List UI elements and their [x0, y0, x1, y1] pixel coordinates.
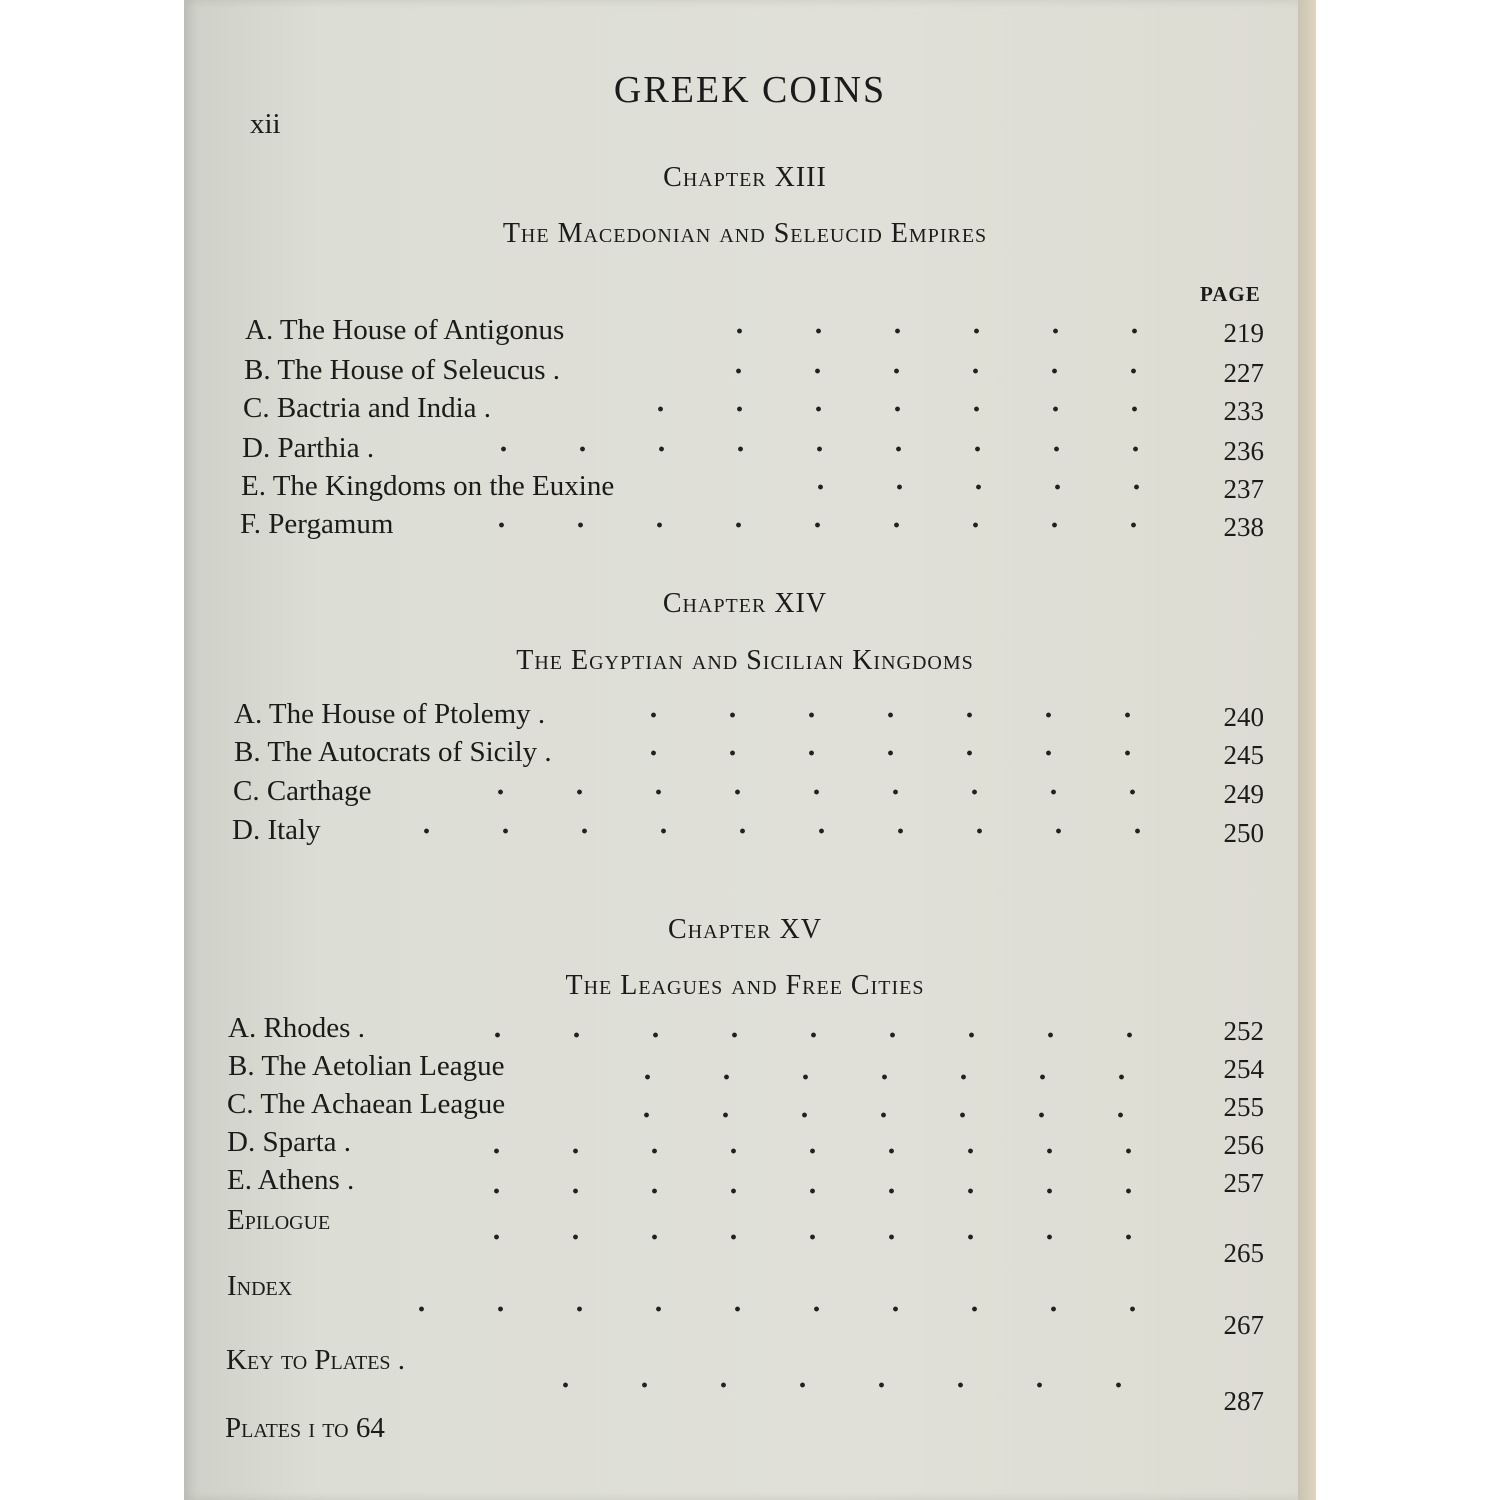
toc-entry-epilogue[interactable]: [227, 1204, 1264, 1268]
dot-leader: [461, 787, 1184, 797]
chapter-xv-subtitle: The Leagues and Free Cities: [565, 970, 925, 1001]
toc-entry-label: A. Rhodes .: [228, 1012, 365, 1044]
toc-entry-key-to-plates[interactable]: [226, 1344, 1264, 1416]
dot-leader: [614, 748, 1184, 758]
dot-leader: [614, 710, 1184, 720]
toc-entry[interactable]: [243, 392, 1264, 430]
toc-entry-label: Key to Plates .: [226, 1344, 406, 1376]
toc-entry[interactable]: [233, 775, 1264, 813]
toc-entry[interactable]: [234, 698, 1264, 736]
toc-entry[interactable]: [240, 508, 1264, 546]
toc-entry-page: 249: [1223, 779, 1264, 809]
toc-entry-page: 252: [1223, 1016, 1264, 1046]
toc-entry-page: 219: [1223, 318, 1264, 348]
chapter-xiv-subtitle: The Egyptian and Sicilian Kingdoms: [516, 645, 974, 676]
toc-entry-page: 238: [1223, 512, 1264, 542]
toc-entry[interactable]: [244, 354, 1264, 392]
dot-leader: [458, 1030, 1184, 1040]
dot-leader: [699, 366, 1184, 376]
toc-entry-plates[interactable]: [225, 1412, 1264, 1450]
dot-leader: [382, 1304, 1184, 1314]
toc-entry[interactable]: [227, 1126, 1264, 1164]
toc-entry-page: 287: [1223, 1386, 1264, 1416]
toc-entry-page: 265: [1223, 1238, 1264, 1268]
toc-entry-page: 233: [1223, 396, 1264, 426]
toc-entry-page: 250: [1223, 818, 1264, 848]
toc-entry-label: C. Bactria and India .: [243, 392, 492, 424]
toc-entry-label: F. Pergamum: [240, 508, 394, 540]
toc-entry-page: 240: [1223, 702, 1264, 732]
dot-leader: [457, 1186, 1184, 1196]
dot-leader: [607, 1110, 1184, 1120]
toc-entry-page: 255: [1223, 1092, 1264, 1122]
toc-entry-index[interactable]: [227, 1270, 1264, 1340]
toc-entry-label: B. The Aetolian League: [228, 1050, 505, 1082]
dot-leader: [621, 404, 1184, 414]
chapter-xiii-heading: Chapter XIII: [663, 162, 827, 193]
left-margin: [0, 0, 184, 1500]
dot-leader: [462, 520, 1184, 530]
toc-entry-page: 237: [1223, 474, 1264, 504]
chapter-xiv-heading: Chapter XIV: [662, 588, 828, 619]
toc-entry-label: D. Parthia .: [242, 432, 375, 464]
toc-entry[interactable]: [245, 314, 1264, 352]
toc-entry-label: B. The House of Seleucus .: [244, 354, 560, 386]
chapter-xv-heading: Chapter XV: [668, 914, 822, 945]
toc-entry-label: C. Carthage: [233, 775, 372, 807]
dot-leader: [457, 1146, 1184, 1156]
dot-leader: [464, 444, 1184, 454]
toc-entry[interactable]: [228, 1012, 1264, 1050]
dot-leader: [608, 1072, 1184, 1082]
dot-leader: [526, 1380, 1184, 1390]
toc-entry-label: B. The Autocrats of Sicily .: [234, 736, 552, 768]
toc-entry[interactable]: [227, 1164, 1264, 1202]
toc-entry[interactable]: [241, 470, 1264, 508]
toc-entry-label: E. The Kingdoms on the Euxine: [241, 470, 615, 502]
toc-entry-label: E. Athens .: [227, 1164, 355, 1196]
right-margin: [1316, 0, 1500, 1500]
dot-leader: [700, 326, 1184, 336]
toc-entry-label: D. Sparta .: [227, 1126, 352, 1158]
toc-entry[interactable]: [242, 432, 1264, 470]
chapter-xiii-subtitle: The Macedonian and Seleucid Empires: [502, 218, 988, 249]
toc-entry-page: 236: [1223, 436, 1264, 466]
page-folio: xii: [250, 108, 281, 140]
toc-entry-label: C. The Achaean League: [227, 1088, 506, 1120]
toc-entry-page: 267: [1223, 1310, 1264, 1340]
dot-leader: [457, 1232, 1184, 1242]
toc-entry-label: D. Italy: [232, 814, 321, 846]
page-edge: [1298, 0, 1316, 1500]
toc-entry-page: 254: [1223, 1054, 1264, 1084]
page-column-label: PAGE: [1200, 282, 1261, 306]
toc-entry[interactable]: [228, 1050, 1264, 1088]
dot-leader: [387, 826, 1184, 836]
toc-entry-page: 227: [1223, 358, 1264, 388]
toc-entry-page: 245: [1223, 740, 1264, 770]
toc-entry-page: 256: [1223, 1130, 1264, 1160]
toc-entry-label: Epilogue: [227, 1204, 331, 1236]
toc-entry[interactable]: [234, 736, 1264, 774]
toc-entry-label: A. The House of Ptolemy .: [234, 698, 546, 730]
toc-entry[interactable]: [227, 1088, 1264, 1126]
toc-entry-label: Plates i to 64: [225, 1412, 385, 1444]
running-head: GREEK COINS: [613, 69, 887, 111]
dot-leader: [781, 482, 1184, 492]
toc-entry-label: A. The House of Antigonus: [245, 314, 565, 346]
toc-entry-label: Index: [227, 1270, 293, 1302]
toc-entry-page: 257: [1223, 1168, 1264, 1198]
toc-entry[interactable]: [232, 814, 1264, 852]
